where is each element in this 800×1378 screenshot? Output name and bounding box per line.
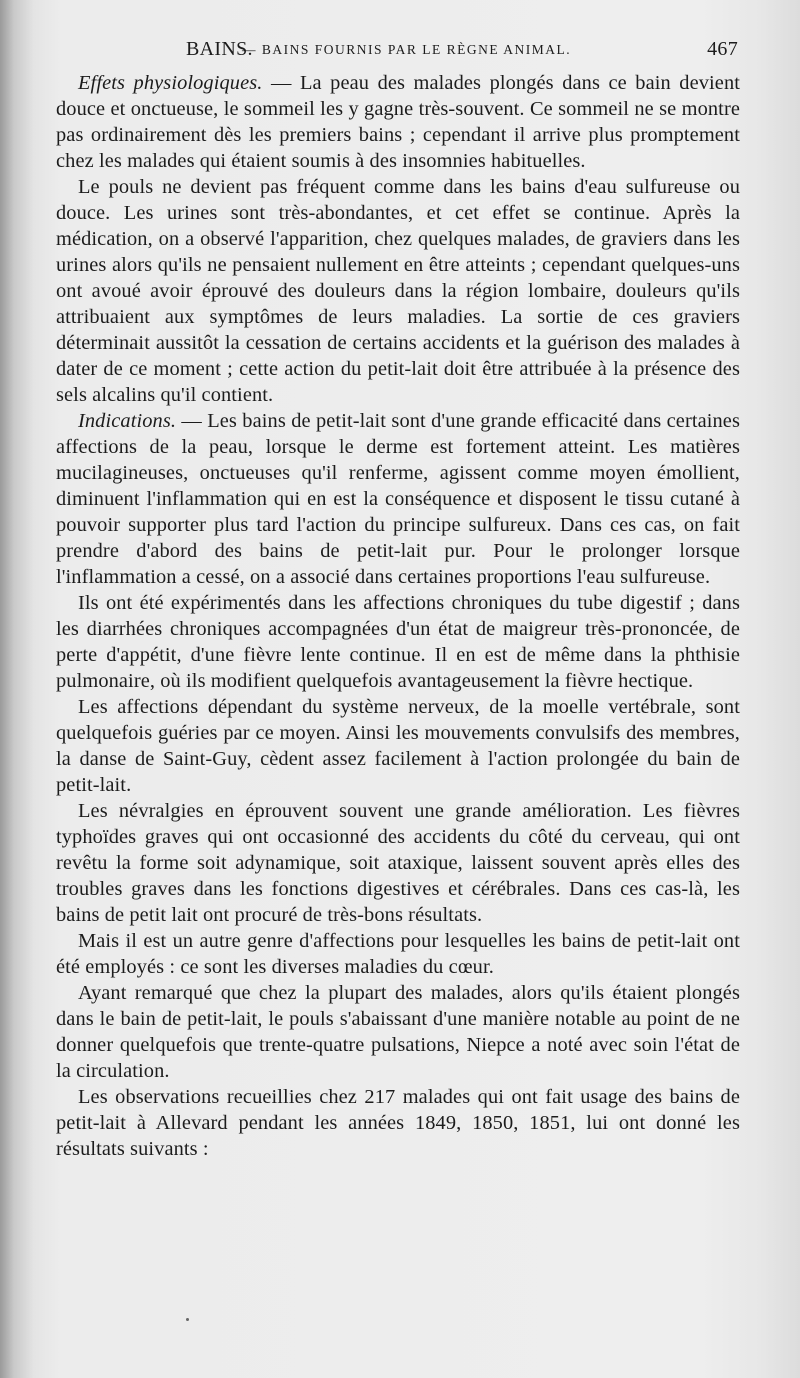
- paragraph-tube-digestif: [56, 590, 740, 694]
- paragraph-text: Les observations recueillies chez 217 malades qui ont fait usage des bains de petit-lait à Allevard pendant les années 1849, 1850, 1851, lui ont donné les résultats suivants :: [56, 1086, 740, 1160]
- section-lead-indications: Indications.: [78, 410, 177, 432]
- paragraph-nevralgies: [56, 798, 740, 928]
- paragraph-text: Ayant remarqué que chez la plupart des malades, alors qu'ils étaient plongés dans le bain de petit-lait, le pouls s'abaissant d'une manière notable au point de ne donner quelquefois que trente-quatre pulsations, Niepce a noté avec soin l'état de la circulation.: [56, 982, 740, 1082]
- paragraph-systeme-nerveux: [56, 694, 740, 798]
- body-text: [56, 70, 740, 1162]
- header-subtitle: — BAINS FOURNIS PAR LE RÈGNE ANIMAL.: [242, 42, 572, 57]
- paragraph-pouls: [56, 174, 740, 408]
- paragraph-text: Les névralgies en éprouvent souvent une grande amélioration. Les fièvres typhoïdes graves qui ont occasionné des accidents du côté du cerveau, qui ont revêtu la forme soit adynamique, soit ataxique, laissent souvent après elles des troubles graves dans les fonctions digestives et cérébrales. Dans ces cas-là, les bains de petit lait ont procuré de très-bons résultats.: [56, 800, 740, 926]
- header-title: BAINS.: [186, 38, 253, 60]
- paragraph-observations: [56, 1084, 740, 1162]
- paragraph-text: Mais il est un autre genre d'affections pour lesquelles les bains de petit-lait ont été employés : ce sont les diverses maladies du cœur.: [56, 930, 740, 978]
- paragraph-text: Les affections dépendant du système nerveux, de la moelle vertébrale, sont quelquefois guéries par ce moyen. Ainsi les mouvements convulsifs des membres, la danse de Saint-Guy, cèdent assez facilement à l'action prolongée du bain de petit-lait.: [56, 696, 740, 796]
- paragraph-circulation: [56, 980, 740, 1084]
- running-header: [186, 34, 738, 64]
- section-lead-effets: Effets physiologiques.: [78, 72, 263, 94]
- paragraph-text: — Les bains de petit-lait sont d'une grande efficacité dans certaines affections de la peau, lorsque le derme est fortement atteint. Les matières mucilagineuses, onctueuses qu'il renferme, agissent comme moyen émollient, diminuent l'inflammation qui en est la conséquence et disposent le tissu cutané à pouvoir supporter plus tard l'action du principe sulfureux. Dans ces cas, on fait prendre d'abord des bains de petit-lait pur. Pour le prolonger lorsque l'inflammation a cessé, on a associé dans certaines proportions l'eau sulfureuse.: [56, 410, 740, 588]
- paragraph-effets-physiologiques: [56, 70, 740, 174]
- paragraph-text: Ils ont été expérimentés dans les affections chroniques du tube digestif ; dans les diarrhées chroniques accompagnées d'un état de maigreur très-prononcée, de perte d'appétit, d'une fièvre lente continue. Il en est de même dans la phthisie pulmonaire, où ils modifient quelquefois avantageusement la fièvre hectique.: [56, 592, 740, 692]
- paragraph-text: — La peau des malades plongés dans ce bain devient douce et onctueuse, le sommeil les y gagne très-souvent. Ce sommeil ne se montre pas ordinairement dès les premiers bains ; cependant il arrive plus promptement chez les malades qui étaient soumis à des insomnies habituelles.: [56, 72, 741, 172]
- page-number: 467: [707, 38, 738, 60]
- paragraph-text: Le pouls ne devient pas fréquent comme dans les bains d'eau sulfureuse ou douce. Les urines sont très-abondantes, et cet effet se continue. Après la médication, on a observé l'apparition, chez quelques malades, de graviers dans les urines alors qu'ils ne pensaient nullement en être atteints ; cependant quelques-uns ont avoué avoir éprouvé des douleurs dans la région lombaire, douleurs qu'ils attribuaient aux symptômes de leurs maladies. La sortie de ces graviers déterminait aussitôt la cessation de certains accidents et la guérison des malades à dater de ce moment ; cette action du petit-lait doit être attribuée à la présence des sels alcalins qu'il contient.: [56, 176, 740, 406]
- paragraph-maladies-coeur: [56, 928, 740, 980]
- print-speck: [186, 1318, 189, 1321]
- paragraph-indications: [56, 408, 740, 590]
